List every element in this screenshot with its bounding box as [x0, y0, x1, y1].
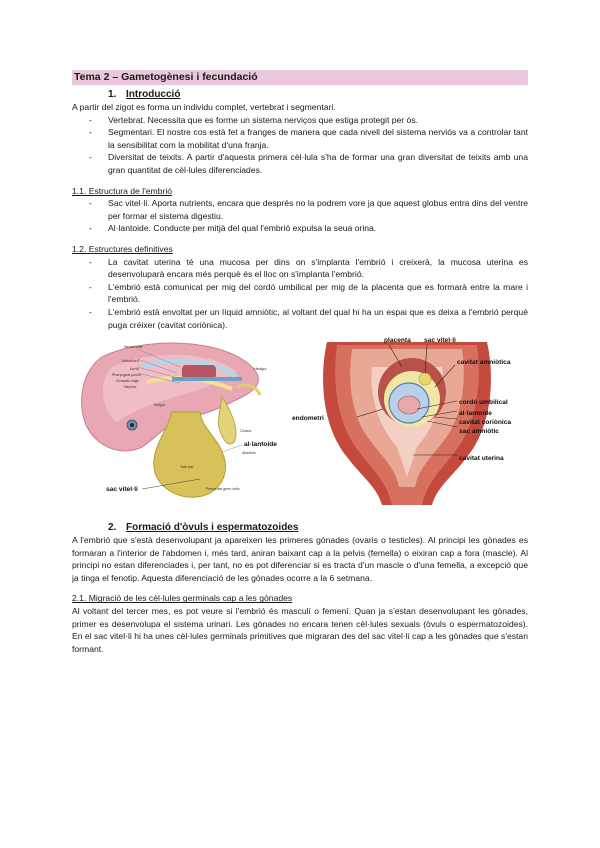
intro-heading-text: Introducció — [126, 89, 181, 100]
list-item: - Segmentari. El nostre cos està fet a franges de manera que cada nivell del sistema nerviós va a controlar tant la sensibilitat com la mobilitat d'una franja. — [72, 126, 528, 151]
section-2-1-heading: 2.1. Migració de les cèl·lules germinals cap a les gònades — [72, 593, 293, 604]
list-item: - Diversitat de teixits. A partir d'aquesta primera cèl·lula s'ha de formar una gran diversitat de teixits amb una gran quantitat de cèl·lules diferenciades. — [72, 151, 528, 176]
list-item: - Sac vitel·li. Aporta nutrients, encara que després no la podrem vore ja que aquest globus entra dins del ventre per formar el sistema digestiu. — [72, 197, 528, 222]
section-1-2-heading: 1.2. Estructures definitives — [72, 243, 173, 254]
list-item: - La cavitat uterina té una mucosa per dins on s'implanta l'embrió i creixerà, la mucosa uterina es desenvoluparà encara més perquè és el lloc on s'implanta l'embrió. — [72, 256, 528, 281]
label-cavitat-uterina: cavitat uterina — [459, 455, 504, 463]
section-1-1-heading: 1.1. Estructura de l'embrió — [72, 185, 173, 196]
small-label-neural-tube: Neural tube — [124, 345, 143, 350]
intro-paragraph: A partir del zigot es forma un individu complet, vertebrat i segmentari. — [72, 102, 336, 112]
section-2-heading — [108, 521, 528, 534]
notochord — [172, 377, 242, 381]
small-label-gonadal: Gonadal ridge — [116, 379, 139, 384]
page-title: Tema 2 – Gametogènesi i fecundació — [72, 70, 528, 85]
vessel-block — [182, 365, 216, 379]
small-label-allantois: Allantois — [242, 451, 256, 456]
small-label-cloaca: Cloaca — [240, 429, 252, 434]
section-2-heading-text: Formació d'òvuls i espermatozoides — [126, 522, 299, 534]
label-cordo-umbilical: cordó umbilical — [459, 399, 508, 407]
small-label-germ-cells: Primordial germ cells — [206, 487, 240, 492]
embryo-in-amnion — [398, 396, 420, 414]
figures-area — [72, 337, 528, 507]
document-page — [72, 70, 528, 655]
small-label-yolk-sac: Yolk sac — [180, 465, 194, 470]
small-label-midgut: Midgut — [154, 403, 165, 408]
list-item: - Al·lantoide. Conducte per mitjà del qual l'embrió expulsa la seua orina. — [72, 222, 528, 235]
label-placenta: placenta — [384, 337, 411, 345]
label-sac-vitelli-left: sac vitel·li — [106, 486, 138, 494]
list-item: - L'embrió està comunicat per mig del cordó umbilical per mig de la placenta que es formarà entre la mare i l'embrió. — [72, 281, 528, 306]
label-cavitat-amniotica: cavitat amniòtica — [457, 359, 511, 367]
section-2-paragraph: A l'embrió que s'està desenvolupant ja apareixen les primeres gònades (ovaris o testicles). Al principi les gònades es formaran a l'interior de l'abdomen i, més tard, aniran baixant cap a la pelvis (femella) o eixiran cap a fora (mascle). Al principi no estan diferenciades i, per tant, no es pot diferenciar si es tracta d'un mascle o d'una femella, a excepció que ja tinga el fenotip. Aquesta diferenciació de les gònades ocorre a la 6 setmana. — [72, 535, 528, 583]
list-item: - L'embrió està envoltat per un líquid amniòtic, al voltant del qual hi ha un espai que es deixa a l'embrió perquè puga créixer (cavitat coriònica). — [72, 306, 528, 331]
list-item: - Vertebrat. Necessita que es forme un sistema nerviços que estiga protegit per ós. — [72, 114, 528, 127]
label-endometri: endometri — [292, 415, 324, 423]
small-label-hindgut: Hindgut — [254, 367, 267, 372]
label-allantoide-left: al·lantoide — [244, 441, 277, 449]
small-label-pharyngeal: Pharyngeal pouch — [112, 373, 141, 378]
intro-number: 1. — [108, 89, 117, 100]
section-2-number: 2. — [108, 522, 117, 534]
small-label-nephric: Nephric — [124, 385, 137, 390]
section-2-1-paragraph: Al voltant del tercer mes, es pot veure si l'embrió és masculí o femení. Quan ja s'estan desenvolupant les gònades, primer es desenvolupa el sistema urinari. Les gònades no encara tenen cèl·lules sexuals (òvuls o espermatozoides). En el sac vitel·li hi ha unes cèl·lules germinals primitives que migraran des del sac vitel·li cap a les gònades que s'estan formant. — [72, 606, 528, 654]
section-1-1-list — [72, 197, 528, 235]
section-1-2-list — [72, 256, 528, 332]
yolk-sac-right — [419, 373, 431, 385]
label-sac-vitelli-right: sac vitel·li — [424, 337, 456, 345]
intro-list — [72, 114, 528, 177]
label-sac-amniotic: sac amniòtic — [459, 428, 499, 436]
small-label-notochord: Notochord — [122, 359, 139, 364]
intro-heading — [108, 88, 528, 101]
label-allantoide-right: al·lantoide — [459, 410, 492, 418]
label-cavitat-corionica: cavitat coriònica — [459, 419, 512, 427]
small-label-aorta: Aorta — [130, 367, 139, 372]
pointer-line — [142, 477, 202, 491]
